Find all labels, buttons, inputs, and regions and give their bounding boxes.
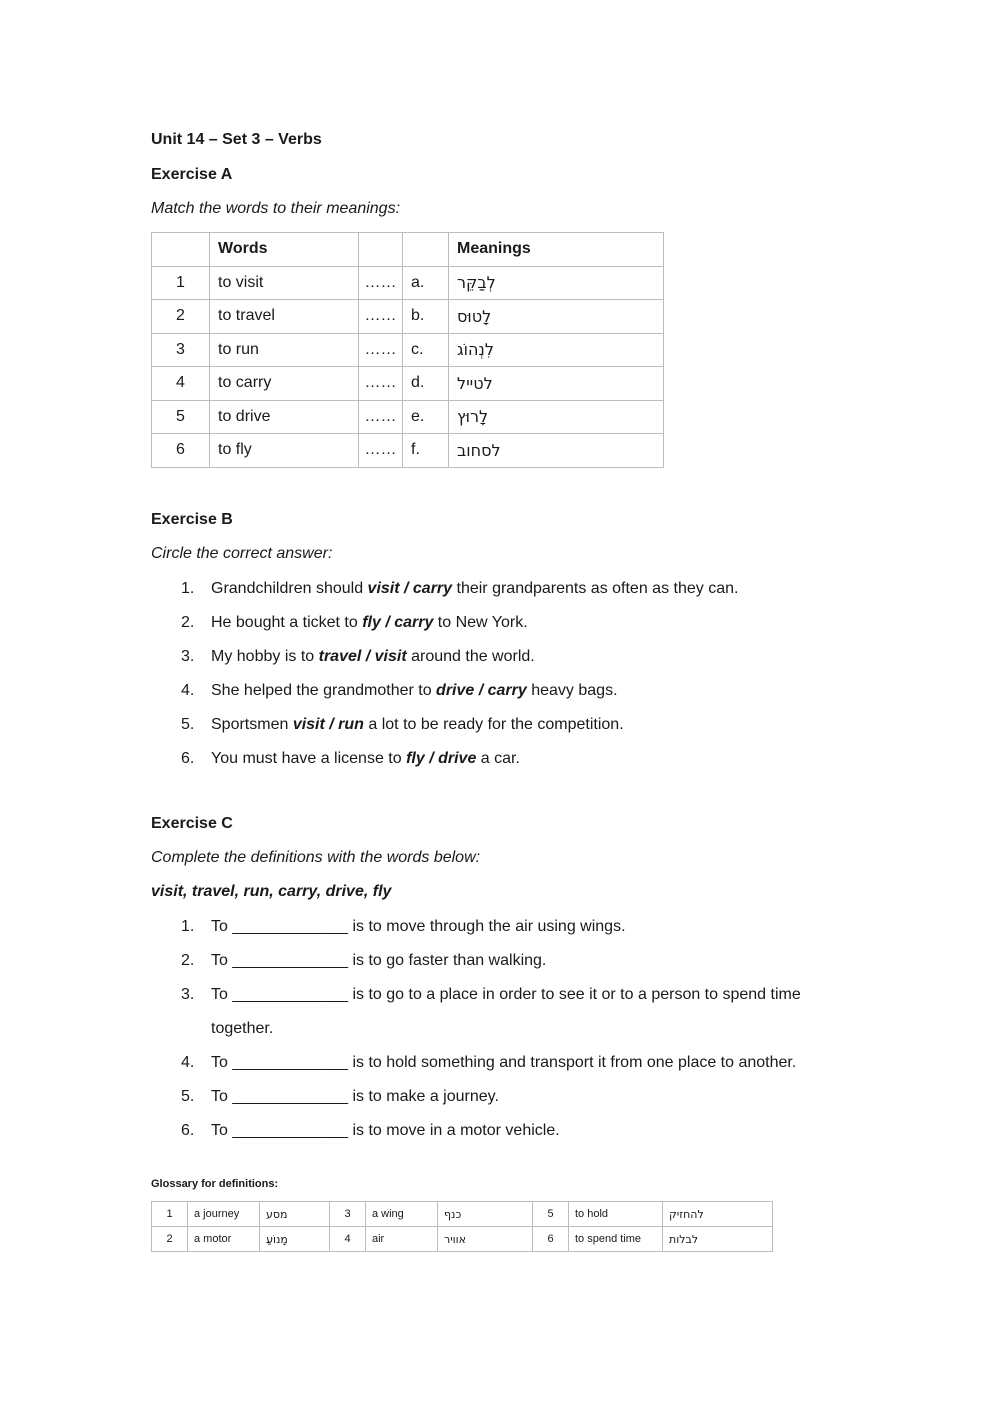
exercise-b-heading: Exercise B	[151, 511, 233, 528]
item-number: 5.	[181, 716, 195, 733]
answer-blank[interactable]: _____________	[232, 1122, 349, 1139]
row-word: to carry	[210, 367, 359, 401]
row-meaning: לָרוּץ	[449, 400, 664, 434]
item-number: 5.	[181, 1088, 195, 1105]
row-num: 3	[152, 333, 210, 367]
answer-blank[interactable]: _____________	[232, 952, 349, 969]
row-answer-blank[interactable]: ……	[359, 367, 403, 401]
item-number: 3.	[181, 986, 195, 1003]
item-text-before: She helped the grandmother to	[211, 682, 437, 699]
item-text-after: is to go faster than walking.	[348, 952, 547, 969]
item-text-before: Sportsmen	[211, 716, 293, 733]
header-num	[152, 233, 210, 267]
table-row	[152, 1202, 773, 1227]
item-text-before: To	[211, 1088, 233, 1105]
table-row	[152, 400, 664, 434]
glossary-num: 3	[330, 1202, 366, 1227]
row-letter: b.	[403, 300, 449, 334]
item-text-before: He bought a ticket to	[211, 614, 363, 631]
glossary-table	[151, 1201, 773, 1252]
item-text-before: To	[211, 986, 233, 1003]
row-num: 6	[152, 434, 210, 468]
list-item	[151, 1046, 851, 1080]
item-text-before: To	[211, 1122, 233, 1139]
item-text-before: To	[211, 952, 233, 969]
answer-blank[interactable]: _____________	[232, 1088, 349, 1105]
item-text-after: a car.	[476, 750, 520, 767]
row-letter: e.	[403, 400, 449, 434]
item-text-after: to New York.	[433, 614, 528, 631]
item-text-before: You must have a license to	[211, 750, 407, 767]
row-letter: d.	[403, 367, 449, 401]
table-row	[152, 333, 664, 367]
row-letter: f.	[403, 434, 449, 468]
item-number: 4.	[181, 1054, 195, 1071]
answer-blank[interactable]: _____________	[232, 986, 349, 1003]
row-answer-blank[interactable]: ……	[359, 434, 403, 468]
header-words: Words	[210, 233, 359, 267]
exercise-c-heading: Exercise C	[151, 815, 233, 832]
row-word: to drive	[210, 400, 359, 434]
table-row	[152, 1227, 773, 1252]
glossary-translation: מסע	[260, 1202, 330, 1227]
table-row	[152, 367, 664, 401]
row-word: to fly	[210, 434, 359, 468]
answer-choice[interactable]: drive / carry	[436, 682, 527, 699]
list-item	[151, 674, 851, 708]
page-title: Unit 14 – Set 3 – Verbs	[151, 131, 322, 148]
list-item	[151, 1114, 851, 1148]
answer-choice[interactable]: visit / carry	[367, 580, 453, 597]
glossary-word: a motor	[188, 1227, 260, 1252]
item-number: 1.	[181, 918, 195, 935]
row-word: to run	[210, 333, 359, 367]
word-bank: visit, travel, run, carry, drive, fly	[151, 883, 392, 900]
item-text-continuation: together.	[211, 1020, 274, 1037]
row-answer-blank[interactable]: ……	[359, 266, 403, 300]
list-item	[151, 944, 851, 978]
glossary-translation: כנף	[438, 1202, 533, 1227]
matching-table	[151, 232, 664, 468]
glossary-word: to spend time	[569, 1227, 663, 1252]
glossary-num: 5	[533, 1202, 569, 1227]
item-number: 2.	[181, 614, 195, 631]
item-text-before: To	[211, 918, 233, 935]
exercise-c-list	[151, 910, 851, 1148]
glossary-num: 1	[152, 1202, 188, 1227]
list-item	[151, 978, 851, 1046]
item-text-after: is to move in a motor vehicle.	[348, 1122, 560, 1139]
glossary-word: a journey	[188, 1202, 260, 1227]
row-answer-blank[interactable]: ……	[359, 333, 403, 367]
table-row	[152, 434, 664, 468]
glossary-word: air	[366, 1227, 438, 1252]
answer-choice[interactable]: visit / run	[292, 716, 364, 733]
glossary-heading: Glossary for definitions:	[151, 1178, 279, 1190]
exercise-c-instruction: Complete the definitions with the words below:	[151, 849, 481, 866]
item-number: 6.	[181, 750, 195, 767]
row-word: to travel	[210, 300, 359, 334]
row-answer-blank[interactable]: ……	[359, 400, 403, 434]
item-text-after: is to move through the air using wings.	[348, 918, 626, 935]
answer-choice[interactable]: travel / visit	[318, 648, 407, 665]
row-letter: a.	[403, 266, 449, 300]
list-item	[151, 606, 851, 640]
glossary-word: to hold	[569, 1202, 663, 1227]
exercise-b-list	[151, 572, 851, 776]
list-item	[151, 742, 851, 776]
glossary-num: 4	[330, 1227, 366, 1252]
item-number: 1.	[181, 580, 195, 597]
answer-choice[interactable]: fly / carry	[362, 614, 434, 631]
glossary-translation: להחזיק	[663, 1202, 773, 1227]
list-item	[151, 640, 851, 674]
list-item	[151, 1080, 851, 1114]
item-number: 4.	[181, 682, 195, 699]
glossary-translation: אוויר	[438, 1227, 533, 1252]
list-item	[151, 708, 851, 742]
exercise-b-instruction: Circle the correct answer:	[151, 545, 333, 562]
item-text-after: heavy bags.	[526, 682, 618, 699]
item-text-before: My hobby is to	[211, 648, 319, 665]
table-row	[152, 300, 664, 334]
row-word: to visit	[210, 266, 359, 300]
list-item	[151, 910, 851, 944]
item-number: 6.	[181, 1122, 195, 1139]
row-num: 1	[152, 266, 210, 300]
item-text-after: a lot to be ready for the competition.	[363, 716, 624, 733]
row-letter: c.	[403, 333, 449, 367]
row-num: 4	[152, 367, 210, 401]
glossary-translation: מָנוֹעַ	[260, 1227, 330, 1252]
header-meanings: Meanings	[449, 233, 664, 267]
row-meaning: לָטוּס	[449, 300, 664, 334]
item-text-before: Grandchildren should	[211, 580, 368, 597]
answer-blank[interactable]: _____________	[232, 918, 349, 935]
row-meaning: לסחוב	[449, 434, 664, 468]
glossary-num: 6	[533, 1227, 569, 1252]
exercise-a-instruction: Match the words to their meanings:	[151, 200, 401, 217]
item-text-after: around the world.	[406, 648, 535, 665]
row-meaning: לטייל	[449, 367, 664, 401]
row-num: 5	[152, 400, 210, 434]
item-text-before: To	[211, 1054, 233, 1071]
answer-blank[interactable]: _____________	[232, 1054, 349, 1071]
list-item	[151, 572, 851, 606]
answer-choice[interactable]: fly / drive	[406, 750, 477, 767]
row-num: 2	[152, 300, 210, 334]
header-letter	[403, 233, 449, 267]
row-answer-blank[interactable]: ……	[359, 300, 403, 334]
header-blank	[359, 233, 403, 267]
row-meaning: לִנְהוֹג	[449, 333, 664, 367]
item-text-after: is to go to a place in order to see it or to a person to spend time	[348, 986, 801, 1003]
table-row	[152, 266, 664, 300]
exercise-a-heading: Exercise A	[151, 166, 233, 183]
glossary-num: 2	[152, 1227, 188, 1252]
row-meaning: לְבַקֵּר	[449, 266, 664, 300]
item-number: 3.	[181, 648, 195, 665]
item-text-after: is to make a journey.	[348, 1088, 499, 1105]
item-text-after: their grandparents as often as they can.	[452, 580, 739, 597]
item-number: 2.	[181, 952, 195, 969]
matching-table-header	[152, 233, 664, 267]
item-text-after: is to hold something and transport it from one place to another.	[348, 1054, 797, 1071]
glossary-word: a wing	[366, 1202, 438, 1227]
glossary-translation: לבלות	[663, 1227, 773, 1252]
